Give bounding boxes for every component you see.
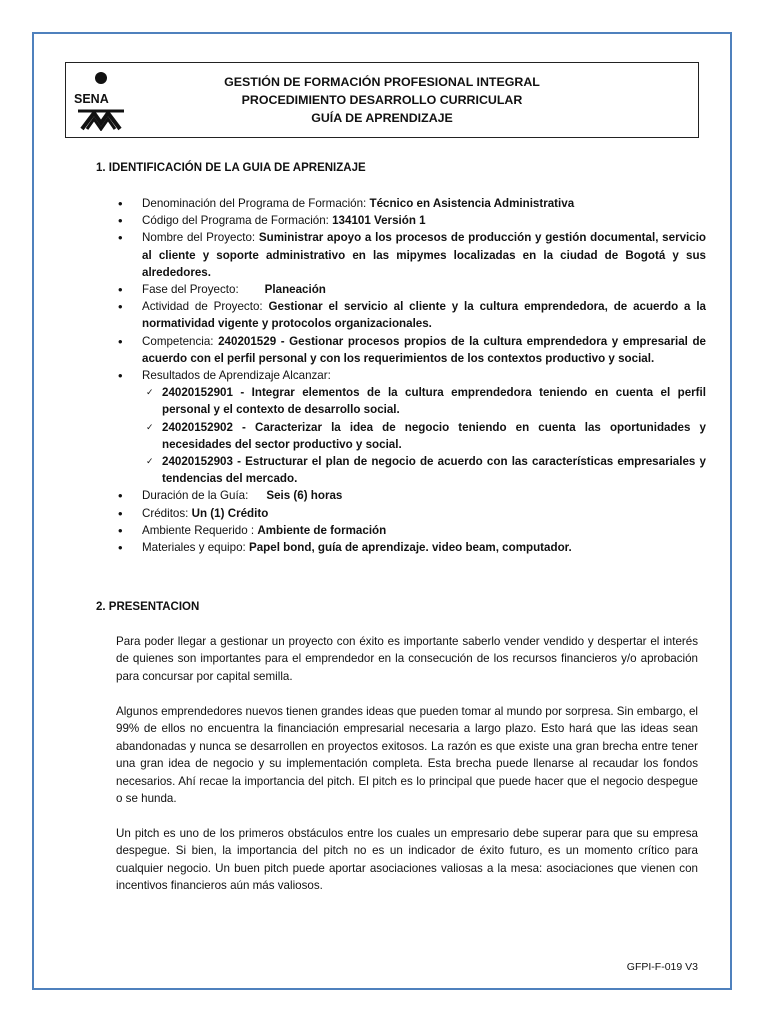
header-title-3: GUÍA DE APRENDIZAJE: [311, 111, 453, 125]
learning-results-list: [142, 384, 706, 487]
list-item: • Créditos: Un (1) Crédito: [96, 505, 706, 522]
list-item: • Duración de la Guía: Seis (6) horas: [96, 487, 706, 504]
form-code: GFPI-F-019 V3: [626, 961, 698, 973]
section-1-title: 1. IDENTIFICACIÓN DE LA GUIA DE APRENIZAJE: [96, 162, 366, 174]
list-item: • Fase del Proyecto: Planeación: [96, 281, 706, 298]
result-item: ✓ 24020152901 - Integrar elementos de la cultura emprendedora teniendo en cuenta el perfil personal y el contexto de desarrollo social.: [142, 384, 706, 418]
list-item: • Materiales y equipo: Papel bond, guía de aprendizaje. video beam, computador.: [96, 539, 706, 556]
header-title-1: GESTIÓN DE FORMACIÓN PROFESIONAL INTEGRAL: [224, 75, 540, 89]
list-item: • Competencia: 240201529 - Gestionar procesos propios de la cultura emprendedora y empresarial de acuerdo con el perfil personal y con los requerimientos de los contextos productivo y social.: [96, 333, 706, 367]
paragraph: Algunos emprendedores nuevos tienen grandes ideas que pueden tomar al mundo por sorpresa. Sin embargo, el 99% de ellos no encuentra la financiación empresarial necesaria a largo plazo. Esto hará que las ideas sean abandonadas y nunca se desarrollen en proyectos exitosos. La razón es que existe una gran brecha entre tener una gran idea de negocio y su implementación completa. Esta brecha puede llenarse al recaudar los fondos necesarios. Ahí recae la importancia del pitch. El pitch es lo principal que puede hacer que el negocio despegue o se hunda.: [116, 705, 698, 806]
paragraph: Un pitch es uno de los primeros obstáculos entre los cuales un empresario debe superar para que su empresa despegue. Si bien, la importancia del pitch no es un indicador de éxito futuro, es un momento crítico para cualquier negocio. Un buen pitch puede aportar asociaciones valiosas a la mesa: asociaciones que vienen con incentivos financieros aún más valiosos.: [116, 827, 698, 893]
section-2-title: 2. PRESENTACION: [96, 601, 200, 613]
list-item: • Ambiente Requerido : Ambiente de formación: [96, 522, 706, 539]
paragraph: Para poder llegar a gestionar un proyecto con éxito es importante saberlo vender vendido y despertar el interés de quienes son importantes para el emprendedor en la consecución de los recursos financieros y/o aprobación para concursar por capital semilla.: [116, 635, 698, 683]
list-item: • Código del Programa de Formación: 134101 Versión 1: [96, 212, 706, 229]
list-item: • Actividad de Proyecto: Gestionar el servicio al cliente y la cultura emprendedora, de acuerdo a la normatividad vigente y protocolos organizacionales.: [96, 298, 706, 332]
result-item: ✓ 24020152902 - Caracterizar la idea de negocio teniendo en cuenta las oportunidades y necesidades del sector productivo y social.: [142, 419, 706, 453]
header-title-2: PROCEDIMIENTO DESARROLLO CURRICULAR: [241, 93, 523, 107]
list-item: • Resultados de Aprendizaje Alcanzar: ✓ 24020152901 - Integrar elementos de la cultura emprendedora teniendo en cuenta el perfil personal y el contexto de desarrollo social. ✓ 24020152902 - Caracterizar la idea de negocio teniendo en cuenta las oportunidades y necesidades del sector productivo y social. ✓ 24020152903 - Estructurar el plan de negocio de acuerdo con las características empresariales y tendencias del mercado.: [96, 367, 706, 487]
document-header: [65, 62, 699, 138]
list-item: • Nombre del Proyecto: Suministrar apoyo a los procesos de producción y gestión documental, servicio al cliente y soporte administrativo en las mipymes localizadas en la ciudad de Bogotá y sus alrededores.: [96, 229, 706, 281]
identification-list: [96, 195, 706, 556]
result-item: ✓ 24020152903 - Estructurar el plan de negocio de acuerdo con las características empresariales y tendencias del mercado.: [142, 453, 706, 487]
list-item: • Denominación del Programa de Formación: Técnico en Asistencia Administrativa: [96, 195, 706, 212]
logo-text: SENA: [74, 92, 109, 106]
